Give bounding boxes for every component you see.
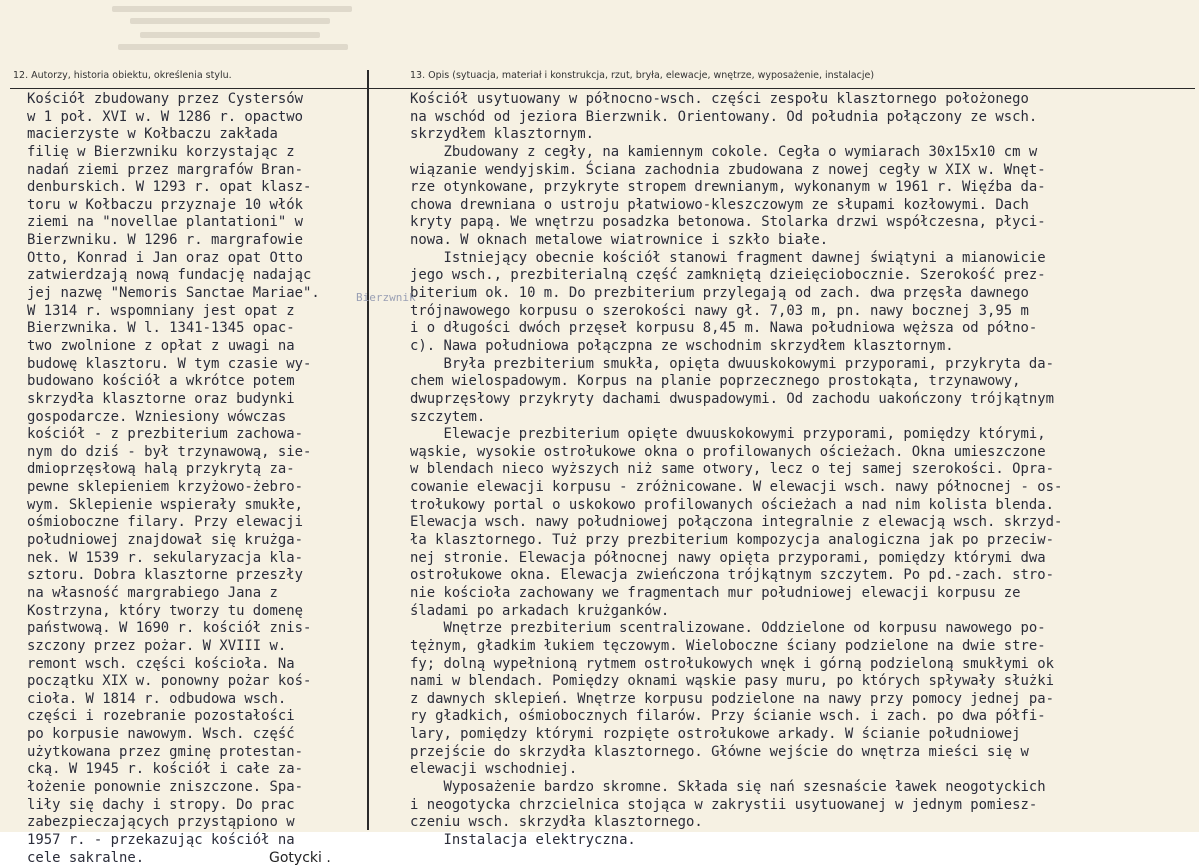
description-text-line: Wyposażenie bardzo skromne. Składa się nań szesnaście ławek neogotyckich [410,778,1046,795]
ghost-line [130,18,330,24]
history-text-line: Kościół zbudowany przez Cystersów [27,91,303,107]
description-text-line: wąskie, wysokie ostrołukowe okna o profilowanych ościeżach. Okna umieszczone [410,443,1046,460]
description-text-line: Elewacje prezbiterium opięte dwuuskokowymi przyporami, pomiędzy którymi, [410,426,1046,443]
description-text-line: Istniejący obecnie kościół stanowi fragment dawnej świątyni a mianowicie [410,249,1046,266]
history-text-line: zatwierdzają nową fundację nadając [27,267,312,284]
description-text-line: chem wielospadowym. Korpus na planie poprzecznego prostokąta, trzynawowy, [410,373,1021,390]
stamp-text: Bierzwnik [356,291,416,304]
description-text-line: biterium ok. 10 m. Do prezbiterium przylegają od zach. dwa przęsła dawnego [410,285,1029,302]
description-text-line: ostrołukowe okna. Elewacja zwieńczona trójkątnym szczytem. Po pd.-zach. stro- [410,567,1054,584]
history-text-line: szczony przez pożar. W XVIII w. [27,637,287,654]
description-text-line: elewacji wschodniej. [410,761,578,778]
description-text-line: lary, pomiędzy którymi rozpięte ostrołukowe arkady. W ścianie południowej [410,726,1021,743]
description-text-line: wiązanie wendyjskim. Ściana zachodnia zbudowana z nowej cegły w XIX w. Wnęt- [410,161,1046,178]
history-text-line: skrzydła klasztorne oraz budynki [27,390,295,407]
history-text-line: łożenie ponownie zniszczone. Spa- [27,778,303,795]
description-text-line: przejście do skrzydła klasztornego. Główne wejście do wnętrza mieści się w [410,743,1029,760]
history-text-line: macierzyste w Kołbaczu zakłada [27,126,278,143]
description-column [410,91,1195,850]
history-text-line: budowę klasztoru. W tym czasie wy- [27,355,312,372]
description-text-line: Zbudowany z cegły, na kamiennym cokole. Cegła o wymiarach 30x15x10 cm w [410,143,1038,160]
description-text-line: skrzydłem klasztornym. [410,126,594,143]
description-text-line: i neogotycka chrzcielnica stojąca w zakrystii usytuowanej w jednym pomiesz- [410,796,1038,813]
history-text-line: nym do dziś - był trzynawową, sie- [27,443,312,460]
history-text-line: pewne sklepieniem krzyżowo-żebro- [27,479,303,496]
history-text-line: budowano kościół a wkrótce potem [27,373,295,390]
description-text-line: c). Nawa południowa połączpna ze wschodnim skrzydłem klasztornym. [410,337,954,354]
description-text-line: kryty papą. We wnętrzu posadzka betonowa. Stolarka drzwi współczesna, płyci- [410,214,1046,231]
description-text-line: Kościół usytuowany w północno-wsch. części zespołu klasztornego położonego [410,91,1029,107]
description-text-line: fy; dolną wypełnioną rytmem ostrołukowych wnęk i górną podzieloną smukłymi ok [410,655,1054,672]
description-text-line: szczytem. [410,408,486,425]
history-text-line: użytkowana przez gminę protestan- [27,743,303,760]
description-text-line: nie kościoła zachowany we fragmentach mur południowej elewacji korpusu ze [410,584,1021,601]
faded-bleed-through [0,0,1199,62]
right-section-label: 13. Opis (sytuacja, materiał i konstrukcja, rzut, bryła, elewacje, wnętrze, wyposażenie, instalacje) [410,70,875,81]
description-text-line: cowanie elewacji korpusu - zróżnicowane. W elewacji wsch. nawy północnej - os- [410,479,1063,496]
history-text-line: Kostrzyna, który tworzy tu domenę [27,602,303,619]
history-text-line: toru w Kołbaczu przyznaje 10 włók [27,196,303,213]
history-text-line: w 1 poł. XVI w. W 1286 r. opactwo [27,108,303,125]
description-text-line: rze otynkowane, przykryte stropem drewnianym, wykonanym w 1961 r. Więźba da- [410,179,1046,196]
description-text-line: trójnawowego korpusu o szerokości nawy gł. 7,03 m, pn. nawy bocznej 3,95 m [410,302,1029,319]
description-text-line: śladami po arkadach krużganków. [410,602,670,619]
history-text-line: kościół - z prezbiterium zachowa- [27,426,303,443]
history-text-line: dmioprzęsłową halą przykrytą za- [27,461,295,478]
history-text-line: W 1314 r. wspomniany jest opat z [27,302,295,319]
description-text-line: jego wsch., prezbiterialną część zamkniętą dzieięciobocznie. Szerokość prez- [410,267,1046,284]
history-text-line [27,850,362,867]
history-text-line: nadań ziemi przez margrafów Bran- [27,161,303,178]
history-text-line: nek. W 1539 r. sekularyzacja kla- [27,549,303,566]
column-divider [367,70,369,830]
description-text-line: Elewacja wsch. nawy południowej połączona integralnie z elewacją wsch. skrzyd- [410,514,1063,531]
description-text-line: na wschód od jeziora Bierzwnik. Orientowany. Od południa połączony ze wsch. [410,108,1038,125]
history-text-line: cioła. W 1814 r. odbudowa wsch. [27,690,287,707]
history-text-line: sztoru. Dobra klasztorne przeszły [27,567,303,584]
description-text-line: Wnętrze prezbiterium scentralizowane. Oddzielone od korpusu nawowego po- [410,620,1046,637]
history-text-line: jej nazwę "Nemoris Sanctae Mariae". [27,285,320,302]
description-text-line: Instalacja elektryczna. [410,831,636,848]
description-text-line: chowa drewniana o ustroju płatwiowo-kleszczowym ze słupami kozłowymi. Dach [410,196,1029,213]
history-text-line: filię w Bierzwniku korzystając z [27,143,295,160]
history-text-line: ośmioboczne filary. Przy elewacji [27,514,303,531]
description-text-line: nej stronie. Elewacja północnej nawy opięta przyporami, pomiędzy którymi dwa [410,549,1046,566]
left-section-label: 12. Autorzy, historia obiektu, określenia stylu. [13,70,232,81]
ghost-line [140,32,320,38]
history-text-line: części i rozebranie pozostałości [27,708,295,725]
history-text-line: Bierzwniku. W 1296 r. margrafowie [27,232,303,249]
history-text-line: początku XIX w. ponowny pożar koś- [27,673,312,690]
history-column [27,91,362,867]
description-text-line: tężnym, gładkim łukiem tęczowym. Wieloboczne ściany podzielone na dwie stre- [410,637,1046,654]
history-text-line: gospodarcze. Wzniesiony wówczas [27,408,287,425]
history-text-line: liły się dachy i stropy. Do prac [27,796,295,813]
ghost-line [112,6,352,12]
history-text-line: two zwolnione z opłat z uwagi na [27,337,295,354]
history-text-line: cką. W 1945 r. kościół i całe za- [27,761,303,778]
handwritten-style-note: Gotycki . [269,849,331,866]
history-text-line: na własność margrabiego Jana z [27,584,278,601]
description-text-line: z dawnych sklepień. Wnętrze korpusu podzielone na nawy przy pomocy jednej pa- [410,690,1054,707]
history-text-line: remont wsch. części kościoła. Na [27,655,295,672]
description-text-line: nami w blendach. Pomiędzy oknami wąskie pasy muru, po których spływały służki [410,673,1054,690]
history-text-line: państwową. W 1690 r. kościół znis- [27,620,312,637]
history-text-line: po korpusie nawowym. Wsch. część [27,726,295,743]
history-text-line: zabezpieczających przystąpiono w [27,814,295,831]
history-text-line: południowej znajdował się krużga- [27,532,303,549]
description-text-line: czeniu wsch. skrzydła klasztornego. [410,814,703,831]
description-text-line: ry gładkich, ośmiobocznych filarów. Przy ścianie wsch. i zach. po dwa półfi- [410,708,1046,725]
history-text-line: ziemi na "novellae plantationi" w [27,214,303,231]
description-text-line: dwuprzęsłowy przykryty dachami dwuspadowymi. Od zachodu uakończony trójkątnym [410,390,1054,407]
description-text-line: nowa. W oknach metalowe wiatrownice i szkło białe. [410,232,829,249]
history-text-line: denburskich. W 1293 r. opat klasz- [27,179,312,196]
history-text-line: 1957 r. - przekazując kościół na [27,831,295,848]
description-text-line: ła klasztornego. Tuż przy prezbiterium kompozycja analogiczna jak po przeciw- [410,532,1054,549]
description-text-line: Bryła prezbiterium smukła, opięta dwuuskokowymi przyporami, przykryta da- [410,355,1054,372]
header-divider [10,88,1195,89]
history-text-line: Bierzwnika. W l. 1341-1345 opac- [27,320,295,337]
ghost-line [118,44,348,50]
line-text: cele sakralne. [27,849,145,866]
description-text-line: i o długości dwóch przęseł korpusu 8,45 m. Nawa południowa węższa od półno- [410,320,1038,337]
description-text-line: trołukowy portal o uskokowo profilowanych ościeżach a nad nim kolista blenda. [410,496,1054,513]
history-text-line: wym. Sklepienie wspierały smukłe, [27,496,303,513]
description-text-line: w blendach nieco wyższych niż same otwory, lecz o tej samej szerokości. Opra- [410,461,1054,478]
history-text-line: Otto, Konrad i Jan oraz opat Otto [27,249,303,266]
